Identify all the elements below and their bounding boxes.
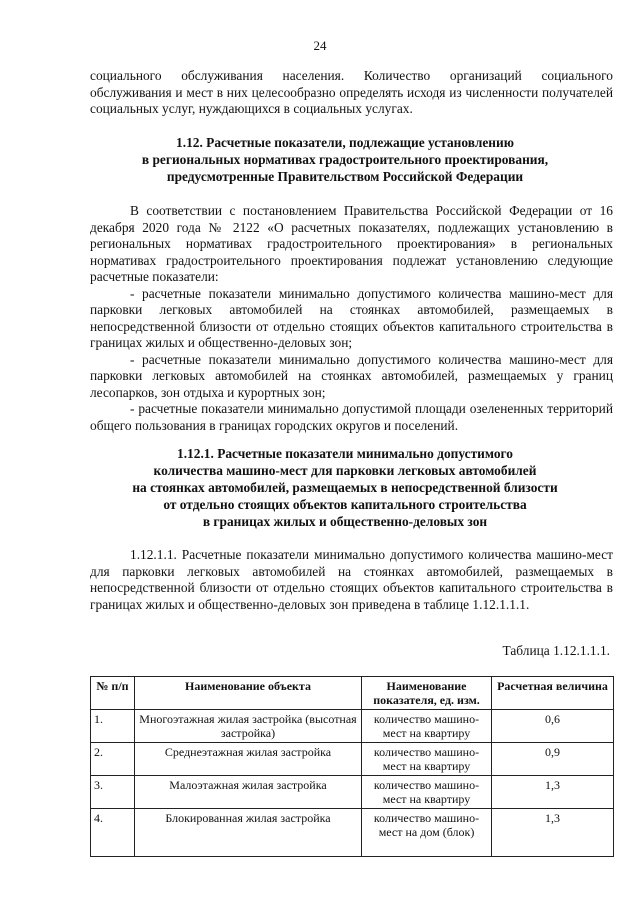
data-table <box>90 676 614 857</box>
cell-name: Среднеэтажная жилая застройка <box>135 743 362 776</box>
table-caption: Таблица 1.12.1.1.1. <box>502 643 610 658</box>
cell-num: 4. <box>91 809 135 857</box>
table-row <box>91 710 614 743</box>
section-title-line: 1.12. Расчетные показатели, подлежащие установлению <box>176 135 514 150</box>
cell-value: 0,9 <box>492 743 614 776</box>
section-title-line: в региональных нормативах градостроительного проектирования, <box>141 152 549 167</box>
list-item: - расчетные показатели минимально допустимого количества машино-мест для парковки легковых автомобилей на стоянках автомобилей, размещаемых в непосредственной близости от отдельно стоящих объектов капитального строительства в границах жилых и общественно-деловых зон; <box>90 285 613 350</box>
section-paragraph: 1.12.1.1. Расчетные показатели минимально допустимого количества машино-мест для парковки легковых автомобилей на стоянках автомобилей, размещаемых в непосредственной близости от отдельно стоящих объектов капитального строительства в границах жилых и общественно-деловых зон приведена в таблице 1.12.1.1.1. <box>90 547 613 612</box>
section-title-line: предусмотренные Правительством Российской Федерации <box>166 169 524 184</box>
section-title-line: в границах жилых и общественно-деловых зон <box>202 514 488 529</box>
section-1-12-1-body <box>90 547 613 613</box>
table-row <box>91 809 614 857</box>
cell-value: 0,6 <box>492 710 614 743</box>
page-number: 24 <box>313 38 327 53</box>
cell-name: Малоэтажная жилая застройка <box>135 776 362 809</box>
list-item: - расчетные показатели минимально допустимого количества машино-мест для парковки легковых автомобилей на стоянках автомобилей, размещаемых у границ лесопарков, зон отдыха и курортных зон; <box>90 351 613 400</box>
cell-indicator: количество машино-мест на квартиру <box>362 776 492 809</box>
cell-num: 1. <box>91 710 135 743</box>
section-1-12-title <box>80 134 610 185</box>
table-row <box>91 776 614 809</box>
table-header-row <box>91 677 614 710</box>
cell-num: 3. <box>91 776 135 809</box>
section-paragraph: В соответствии с постановлением Правительства Российской Федерации от 16 декабря 2020 года № 2122 «О расчетных показателях, подлежащих установлению в региональных нормативах градостроительного проектирования» в региональных нормативах градостроительного проектирования подлежат установлению следующие расчетные показатели: <box>90 203 613 284</box>
list-item: - расчетные показатели минимально допустимой площади озелененных территорий общего пользования в границах городских округов и поселений. <box>90 401 613 433</box>
cell-name: Многоэтажная жилая застройка (высотная застройка) <box>135 710 362 743</box>
section-1-12-1-title <box>80 445 610 530</box>
cell-indicator: количество машино-мест на дом (блок) <box>362 809 492 857</box>
section-title-line: на стоянках автомобилей, размещаемых в непосредственной близости <box>132 480 558 495</box>
intro-paragraph-block <box>90 68 613 118</box>
cell-indicator: количество машино-мест на квартиру <box>362 743 492 776</box>
section-1-12-body <box>90 203 613 434</box>
header-indicator: Наименование показателя, ед. изм. <box>362 677 492 710</box>
header-num: № п/п <box>91 677 135 710</box>
section-title-line: от отдельно стоящих объектов капитального строительства <box>163 497 527 512</box>
cell-indicator: количество машино-мест на квартиру <box>362 710 492 743</box>
section-title-line: 1.12.1. Расчетные показатели минимально допустимого <box>177 446 513 461</box>
cell-value: 1,3 <box>492 776 614 809</box>
header-name: Наименование объекта <box>135 677 362 710</box>
table-row <box>91 743 614 776</box>
cell-name: Блокированная жилая застройка <box>135 809 362 857</box>
cell-value: 1,3 <box>492 809 614 857</box>
cell-num: 2. <box>91 743 135 776</box>
section-title-line: количества машино-мест для парковки легковых автомобилей <box>153 463 537 478</box>
intro-paragraph: социального обслуживания населения. Количество организаций социального обслуживания и мест в них целесообразно определять исходя из численности получателей социальных услуг, нуждающихся в социальных услугах. <box>90 68 613 116</box>
header-value: Расчетная величина <box>492 677 614 710</box>
